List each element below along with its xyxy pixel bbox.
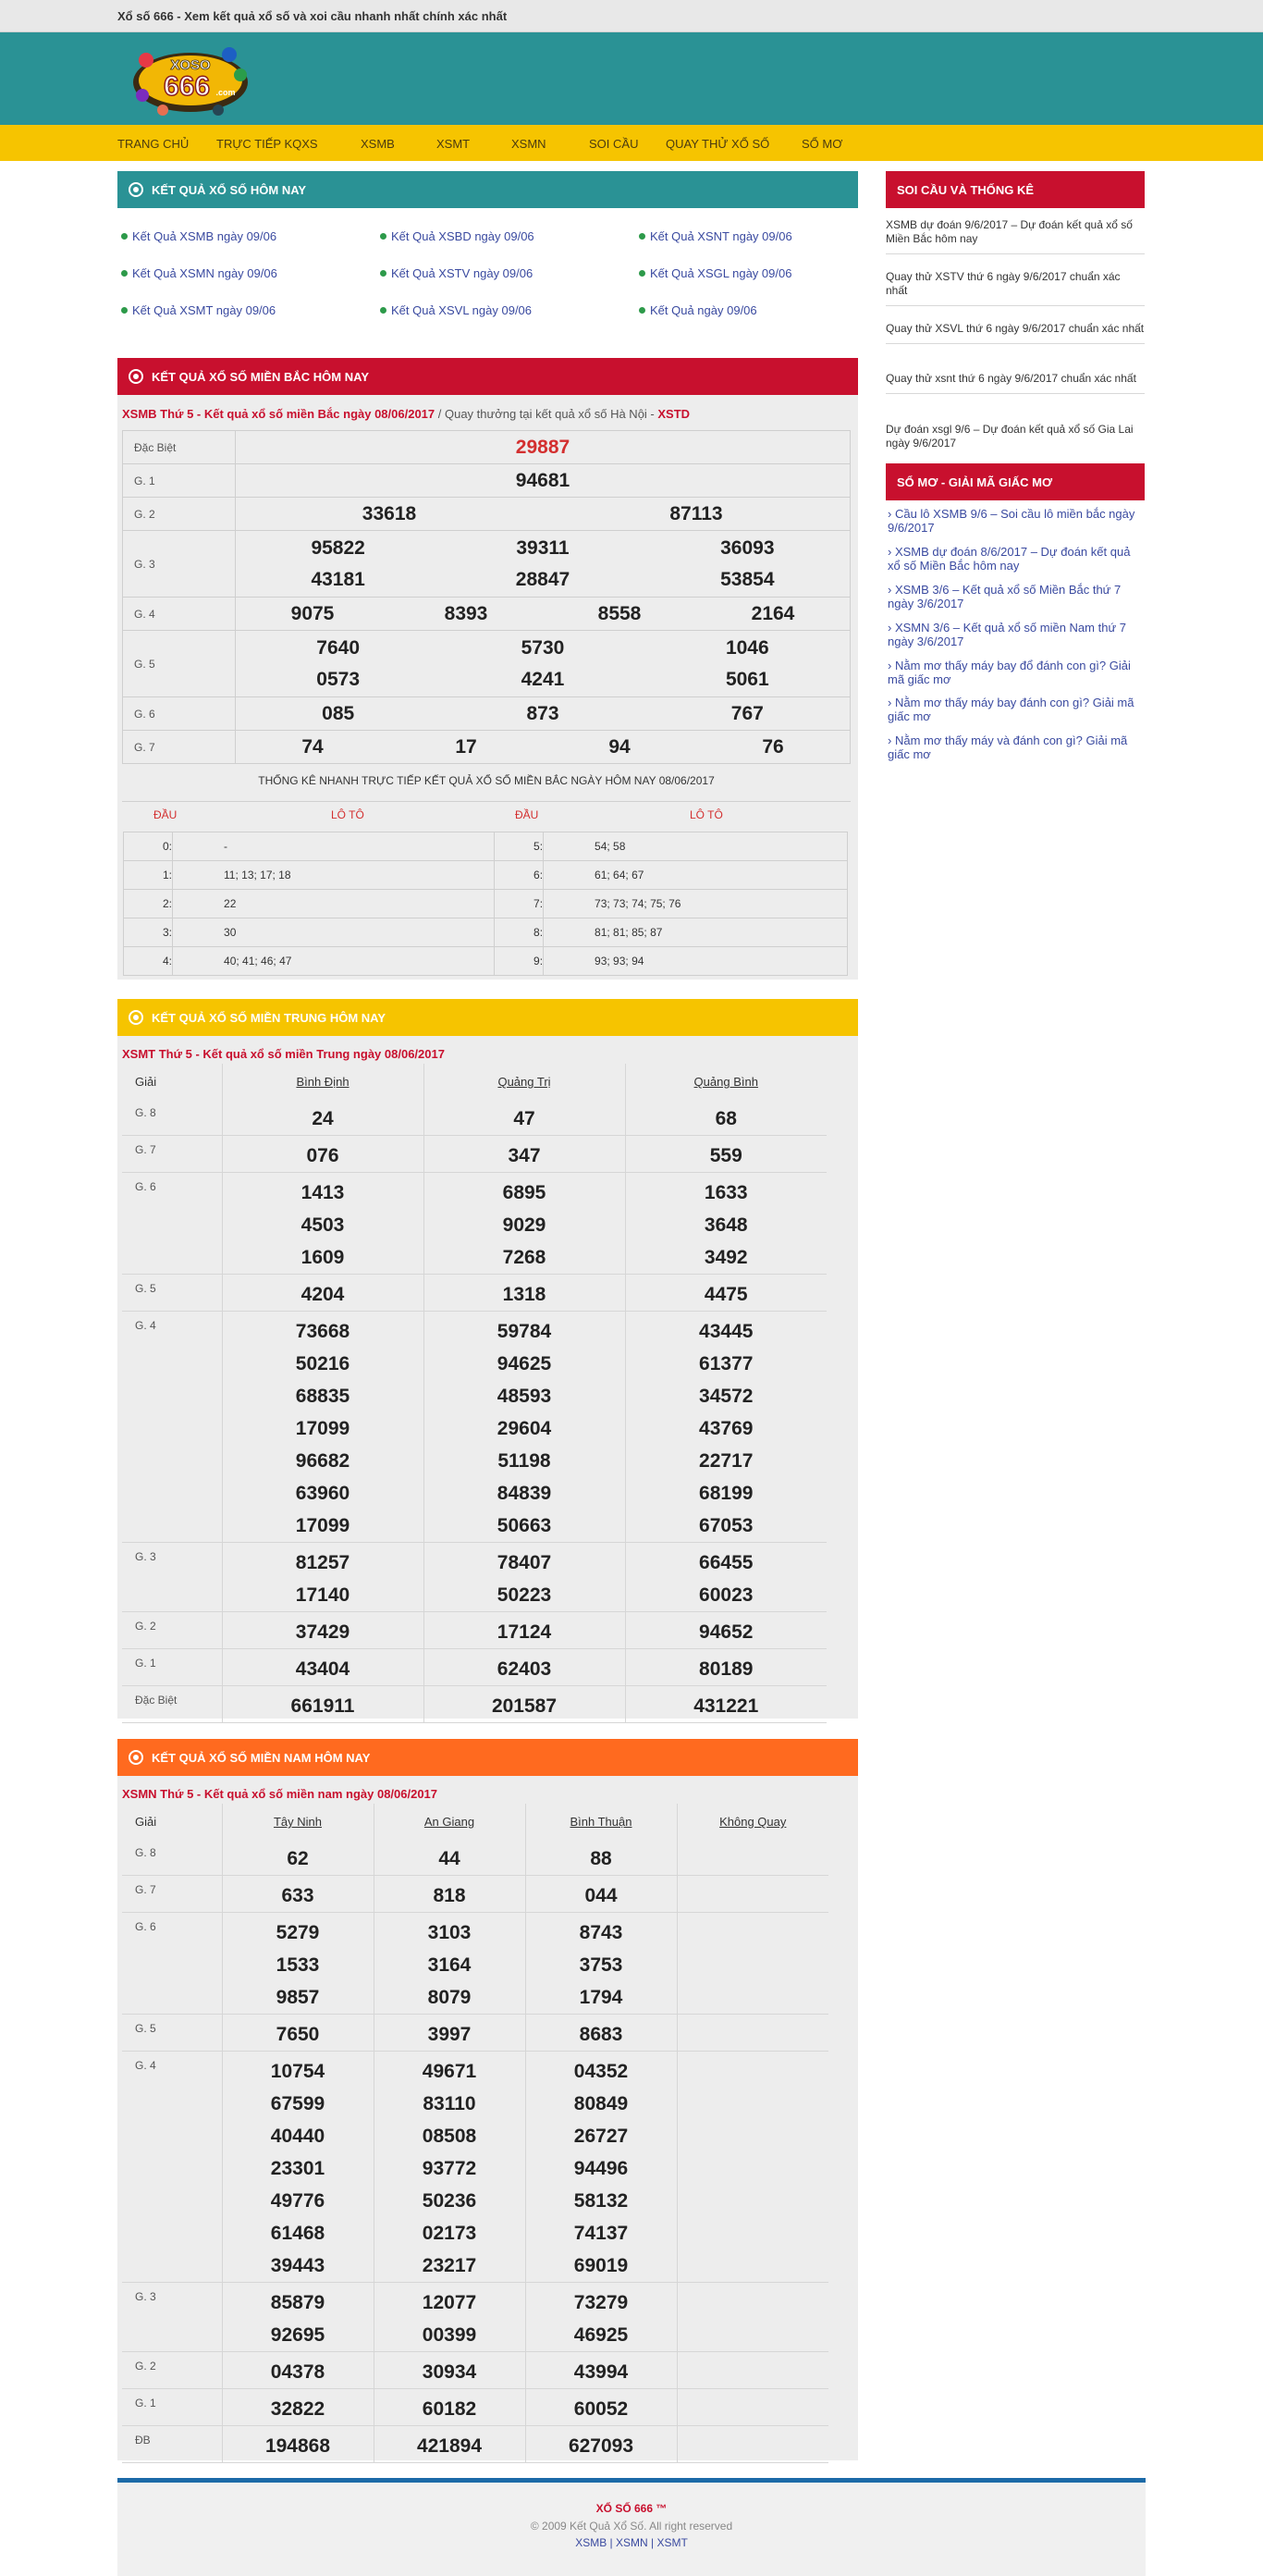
- refresh-icon: [129, 182, 143, 197]
- bullet-icon: [121, 270, 128, 277]
- mb-results-table: Đặc Biệt 29887 G. 1 94681 G. 2 33618 87113 G. 3 95822 39311 36093 43181 28847 53854 G. 4 9075 8393 8558 2164 G. 5 7640 5730 1046 0573 4241 5061 G. 6 085 873 767 G. 7 74 17 94 76: [122, 430, 851, 764]
- prize-number: 49776: [270, 2190, 325, 2212]
- loto-label: LÔ TÔ: [690, 808, 723, 821]
- prize-number: 9857: [276, 1987, 320, 2008]
- prize-number: 23301: [270, 2158, 325, 2179]
- mt-caption: XSMT Thứ 5 - Kết quả xổ số miền Trung ngày 08/06/2017: [122, 1047, 445, 1061]
- mn-results-table: [122, 1804, 828, 2463]
- prize-number: 49671: [422, 2061, 477, 2082]
- prize-number: 43769: [699, 1418, 754, 1439]
- today-link[interactable]: Kết Quả XSMN ngày 09/06: [121, 266, 277, 280]
- bullet-icon: [121, 233, 128, 240]
- prize-number: 94625: [497, 1353, 552, 1374]
- prize-label: G. 1: [122, 1649, 222, 1686]
- soicau-item[interactable]: Quay thử XSTV thứ 6 ngày 9/6/2017 chuẩn xác nhất: [886, 270, 1145, 306]
- prize-number: [678, 2018, 829, 2051]
- bullet-icon: [121, 307, 128, 314]
- prize-number: 44: [438, 1848, 460, 1869]
- nav-quaythu[interactable]: QUAY THỬ XỔ SỐ: [666, 137, 770, 151]
- mt-results-table: [122, 1064, 827, 1723]
- prize-number: 40440: [270, 2126, 325, 2147]
- prize-number: 1794: [579, 1987, 623, 2008]
- today-link[interactable]: Kết Quả XSTV ngày 09/06: [380, 266, 533, 280]
- special-prize-number: [678, 2430, 829, 2462]
- prize-number: 96682: [295, 1450, 350, 1472]
- site-logo[interactable]: [129, 42, 251, 117]
- prize-number: 84839: [497, 1483, 552, 1504]
- bullet-icon: [639, 270, 645, 277]
- prize-number: [678, 2393, 829, 2425]
- somo-item[interactable]: › Nằm mơ thấy máy bay đánh con gì? Giải mã giấc mơ: [888, 696, 1134, 723]
- prize-number: 6895: [502, 1182, 546, 1203]
- prize-number: 85879: [270, 2292, 325, 2313]
- prize-number: 8743: [579, 1922, 623, 1943]
- prize-number: 3164: [427, 1954, 472, 1976]
- prize-number: 559: [709, 1145, 742, 1166]
- chevron-right-icon: ›: [888, 733, 895, 747]
- prize-number: 39443: [270, 2255, 325, 2276]
- prize-number: 62403: [497, 1658, 552, 1680]
- bullet-icon: [639, 233, 645, 240]
- nav-live[interactable]: TRỰC TIẾP KQXS: [216, 137, 318, 151]
- prize-number: 9029: [502, 1214, 546, 1236]
- today-link[interactable]: Kết Quả XSGL ngày 09/06: [639, 266, 791, 280]
- special-prize-number: 194868: [264, 2435, 331, 2457]
- prize-number: 1533: [276, 1954, 320, 1976]
- mb-caption: XSMB Thứ 5 - Kết quả xổ số miền Bắc ngày 08/06/2017 / Quay thưởng tại kết quả xổ số Hà Nội - XSTD: [122, 407, 691, 421]
- prize-number: 4503: [300, 1214, 345, 1236]
- prize-number: 60182: [422, 2398, 477, 2420]
- nav-somo[interactable]: SỔ MƠ: [802, 137, 843, 151]
- prize-label: G. 6: [122, 1913, 222, 2015]
- prize-label: G. 5: [122, 2015, 222, 2052]
- prize-label: G. 2: [122, 2352, 222, 2389]
- prize-number: 62: [287, 1848, 309, 1869]
- refresh-icon: [129, 1010, 143, 1025]
- site-footer: XỔ SỐ 666 ™ © 2009 Kết Quả Xổ Số. All right reserved XSMB | XSMN | XSMT: [117, 2478, 1146, 2576]
- today-link[interactable]: Kết Quả XSNT ngày 09/06: [639, 229, 792, 243]
- prize-number: 61468: [270, 2223, 325, 2244]
- prize-label: G. 4: [122, 2052, 222, 2283]
- prize-number: 78407: [497, 1552, 552, 1573]
- dau-label: ĐẦU: [515, 808, 539, 821]
- prize-number: 08508: [422, 2126, 477, 2147]
- chevron-right-icon: ›: [888, 621, 895, 635]
- prize-number: 10754: [270, 2061, 325, 2082]
- prize-label: G. 1: [122, 2389, 222, 2426]
- prize-label: G. 7: [122, 1136, 222, 1173]
- prize-number: 17099: [295, 1418, 350, 1439]
- loto-label: LÔ TÔ: [331, 808, 364, 821]
- somo-item[interactable]: › XSMB 3/6 – Kết quả xổ số Miền Bắc thứ 7 ngày 3/6/2017: [888, 583, 1122, 610]
- mn-caption: XSMN Thứ 5 - Kết quả xổ số miền nam ngày 08/06/2017: [122, 1787, 438, 1801]
- soicau-item[interactable]: XSMB dự đoán 9/6/2017 – Dự đoán kết quả xổ số Miền Bắc hôm nay: [886, 218, 1145, 254]
- prize-label: G. 3: [122, 1543, 222, 1612]
- prize-label: G. 3: [122, 2283, 222, 2352]
- chevron-right-icon: ›: [888, 583, 895, 597]
- prize-number: 3103: [427, 1922, 472, 1943]
- prize-label: G. 8: [122, 1099, 222, 1136]
- mn-header: KẾT QUẢ XỔ SỐ MIỀN NAM HÔM NAY: [117, 1739, 858, 1776]
- somo-item[interactable]: › Cầu lô XSMB 9/6 – Soi cầu lô miền bắc ngày 9/6/2017: [888, 507, 1135, 535]
- prize-number: 7650: [276, 2024, 320, 2045]
- somo-item[interactable]: › Nằm mơ thấy máy và đánh con gì? Giải mã giấc mơ: [888, 733, 1128, 761]
- prize-number: 74137: [573, 2223, 629, 2244]
- today-header: KẾT QUẢ XỔ SỐ HÔM NAY: [117, 171, 858, 208]
- chevron-right-icon: ›: [888, 507, 895, 521]
- prize-number: 92695: [270, 2324, 325, 2346]
- province-header[interactable]: Bình Định: [222, 1064, 423, 1099]
- nav-home[interactable]: TRANG CHỦ: [117, 137, 190, 151]
- prize-number: 58132: [573, 2190, 629, 2212]
- prize-number: 50223: [497, 1584, 552, 1606]
- prize-number: 818: [433, 1885, 466, 1906]
- prize-number: 50236: [422, 2190, 477, 2212]
- soicau-item[interactable]: Quay thử XSVL thứ 6 ngày 9/6/2017 chuẩn xác nhất: [886, 322, 1145, 344]
- prize-number: 29604: [497, 1418, 552, 1439]
- province-header[interactable]: Tây Ninh: [222, 1804, 374, 1839]
- nav-xsmb[interactable]: XSMB: [361, 137, 395, 151]
- prize-number: 73279: [573, 2292, 629, 2313]
- refresh-icon: [129, 369, 143, 384]
- somo-item[interactable]: › Nằm mơ thấy máy bay đổ đánh con gì? Giải mã giấc mơ: [888, 659, 1131, 686]
- prize-number: 8079: [427, 1987, 472, 2008]
- prize-number: 59784: [497, 1321, 552, 1342]
- prize-label: Đặc Biệt: [122, 1686, 222, 1723]
- prize-label: G. 7: [122, 1876, 222, 1913]
- soicau-item[interactable]: Quay thử xsnt thứ 6 ngày 9/6/2017 chuẩn xác nhất: [886, 372, 1145, 394]
- prize-number: 88: [590, 1848, 612, 1869]
- giai-header: Giải: [135, 1075, 157, 1089]
- province-header[interactable]: Không Quay: [677, 1804, 828, 1839]
- prize-number: [678, 2055, 829, 2088]
- prize-number: 3492: [704, 1247, 748, 1268]
- prize-number: 347: [508, 1145, 541, 1166]
- prize-number: 32822: [270, 2398, 325, 2420]
- special-prize-number: 421894: [416, 2435, 483, 2457]
- loto-stat-table: 0: - 5: 54; 58 1: 11; 13; 17; 18 6: 61; 64; 67 2: 22 7: 73; 73; 74; 75; 76 3: 30 8: 81; 81; 85; 87 4: 40; 41; 46; 47 9: 93; 93; 94: [123, 832, 848, 976]
- prize-label: G. 2: [122, 1612, 222, 1649]
- prize-number: 23217: [422, 2255, 477, 2276]
- prize-number: 80189: [699, 1658, 754, 1680]
- chevron-right-icon: ›: [888, 696, 895, 709]
- mt-header: KẾT QUẢ XỔ SỐ MIỀN TRUNG HÔM NAY: [117, 999, 858, 1036]
- prize-number: 26727: [573, 2126, 629, 2147]
- prize-number: 43404: [295, 1658, 350, 1680]
- soicau-item[interactable]: Dự đoán xsgl 9/6 – Dự đoán kết quả xổ số Gia Lai ngày 9/6/2017: [886, 423, 1134, 450]
- prize-number: 34572: [699, 1386, 754, 1407]
- nav-soicau[interactable]: SOI CẦU: [589, 137, 639, 151]
- province-header[interactable]: An Giang: [374, 1804, 525, 1839]
- bullet-icon: [380, 307, 386, 314]
- prize-number: 48593: [497, 1386, 552, 1407]
- prize-number: 80849: [573, 2093, 629, 2114]
- prize-number: 83110: [423, 2093, 476, 2114]
- footer-link-xsmt[interactable]: XSMT: [656, 2536, 688, 2549]
- soicau-header: SOI CẦU VÀ THỐNG KÊ: [886, 171, 1145, 208]
- dau-label: ĐẦU: [153, 808, 178, 821]
- prize-number: [678, 2286, 829, 2319]
- prize-number: 66455: [699, 1552, 754, 1573]
- prize-number: 30934: [422, 2361, 477, 2383]
- mb-stat-title: THỐNG KÊ NHANH TRỰC TIẾP KẾT QUẢ XỔ SỐ MIỀN BẮC NGÀY HÔM NAY 08/06/2017: [258, 774, 715, 787]
- province-header[interactable]: Quảng Trị: [423, 1064, 625, 1099]
- bullet-icon: [380, 270, 386, 277]
- prize-number: 02173: [422, 2223, 477, 2244]
- prize-number: 4475: [704, 1284, 748, 1305]
- province-header[interactable]: Quảng Bình: [625, 1064, 827, 1099]
- special-prize-number: 201587: [491, 1695, 558, 1717]
- prize-number: 04352: [573, 2061, 629, 2082]
- prize-number: 37429: [295, 1621, 350, 1643]
- prize-number: 17099: [295, 1515, 350, 1536]
- prize-number: 8683: [579, 2024, 623, 2045]
- prize-number: 50663: [497, 1515, 552, 1536]
- bullet-icon: [639, 307, 645, 314]
- prize-number: 1413: [300, 1182, 345, 1203]
- prize-number: 46925: [573, 2324, 629, 2346]
- prize-number: 1633: [704, 1182, 748, 1203]
- special-prize-number: 431221: [693, 1695, 759, 1717]
- prize-number: 93772: [422, 2158, 477, 2179]
- prize-number: 04378: [270, 2361, 325, 2383]
- prize-number: 1318: [502, 1284, 546, 1305]
- prize-number: 633: [281, 1885, 314, 1906]
- today-link[interactable]: Kết Quả XSBD ngày 09/06: [380, 229, 534, 243]
- mb-header: KẾT QUẢ XỔ SỐ MIỀN BẮC HÔM NAY: [117, 358, 858, 395]
- prize-number: 73668: [295, 1321, 350, 1342]
- footer-link-xsmb[interactable]: XSMB: [575, 2536, 607, 2549]
- today-link[interactable]: Kết Quả ngày 09/06: [639, 303, 757, 317]
- prize-number: 60023: [699, 1584, 754, 1606]
- prize-number: 17124: [497, 1621, 552, 1643]
- svg-text:666: 666: [163, 71, 211, 102]
- site-tagline: Xổ số 666 - Xem kết quả xổ số và xoi cầu nhanh nhất chính xác nhất: [117, 9, 508, 23]
- prize-number: 3997: [427, 2024, 472, 2045]
- somo-item[interactable]: › XSMB dự đoán 8/6/2017 – Dự đoán kết quả xổ số Miền Bắc hôm nay: [888, 545, 1131, 573]
- prize-number: 47: [513, 1108, 535, 1129]
- special-prize-number: 661911: [290, 1695, 355, 1717]
- prize-number: [678, 2356, 829, 2388]
- prize-number: 12077: [422, 2292, 477, 2313]
- prize-number: 43994: [573, 2361, 629, 2383]
- prize-number: 43445: [699, 1321, 754, 1342]
- prize-label: G. 6: [122, 1173, 222, 1275]
- nav-xsmn[interactable]: XSMN: [511, 137, 546, 151]
- footer-copyright: © 2009 Kết Quả Xổ Số. All right reserved: [530, 2520, 733, 2533]
- prize-number: 1609: [300, 1247, 345, 1268]
- footer-brand: XỔ SỐ 666 ™: [595, 2502, 668, 2515]
- somo-item[interactable]: › XSMN 3/6 – Kết quả xổ số miền Nam thứ 7 ngày 3/6/2017: [888, 621, 1126, 648]
- prize-number: 51198: [497, 1450, 551, 1472]
- chevron-right-icon: ›: [888, 659, 895, 672]
- prize-label: G. 5: [122, 1275, 222, 1312]
- svg-text:XOSO: XOSO: [170, 57, 211, 73]
- prize-number: 81257: [295, 1552, 350, 1573]
- prize-number: [678, 1917, 829, 1949]
- prize-number: 5279: [276, 1922, 320, 1943]
- prize-number: 63960: [295, 1483, 350, 1504]
- prize-number: 044: [584, 1885, 618, 1906]
- prize-number: [678, 1843, 829, 1875]
- prize-number: 69019: [573, 2255, 629, 2276]
- prize-number: 4204: [300, 1284, 345, 1305]
- divider: [122, 801, 851, 802]
- prize-number: 7268: [502, 1247, 546, 1268]
- prize-number: 94496: [573, 2158, 629, 2179]
- prize-number: 61377: [699, 1353, 754, 1374]
- prize-number: 3753: [579, 1954, 623, 1976]
- prize-label: ĐB: [122, 2426, 222, 2463]
- today-link[interactable]: Kết Quả XSMB ngày 09/06: [121, 229, 276, 243]
- prize-number: [678, 1880, 829, 1912]
- prize-number: 3648: [704, 1214, 748, 1236]
- prize-number: 22717: [699, 1450, 754, 1472]
- prize-number: 68: [715, 1108, 737, 1129]
- prize-label: G. 8: [122, 1839, 222, 1876]
- top-bar: [0, 0, 1263, 32]
- today-link[interactable]: Kết Quả XSMT ngày 09/06: [121, 303, 276, 317]
- prize-number: 24: [312, 1108, 334, 1129]
- somo-header: SỔ MƠ - GIẢI MÃ GIẤC MƠ: [886, 463, 1145, 500]
- site-header: [0, 32, 1263, 125]
- prize-number: 68199: [699, 1483, 754, 1504]
- province-header[interactable]: Bình Thuận: [525, 1804, 677, 1839]
- prize-number: 076: [306, 1145, 339, 1166]
- mb-special-prize: 29887: [515, 436, 570, 458]
- nav-xsmt[interactable]: XSMT: [436, 137, 471, 151]
- prize-number: 67599: [270, 2093, 325, 2114]
- footer-link-xsmn[interactable]: XSMN: [616, 2536, 648, 2549]
- today-link[interactable]: Kết Quả XSVL ngày 09/06: [380, 303, 532, 317]
- bullet-icon: [380, 233, 386, 240]
- svg-text:.com: .com: [215, 88, 236, 97]
- special-prize-number: 627093: [568, 2435, 634, 2457]
- main-nav: [0, 125, 1263, 161]
- prize-number: 50216: [295, 1353, 350, 1374]
- prize-number: 17140: [295, 1584, 350, 1606]
- prize-label: G. 4: [122, 1312, 222, 1543]
- prize-number: 00399: [422, 2324, 477, 2346]
- refresh-icon: [129, 1750, 143, 1765]
- prize-number: 94652: [699, 1621, 754, 1643]
- giai-header: Giải: [135, 1815, 157, 1829]
- prize-number: 60052: [573, 2398, 629, 2420]
- prize-number: 68835: [295, 1386, 350, 1407]
- prize-number: 67053: [699, 1515, 754, 1536]
- chevron-right-icon: ›: [888, 545, 895, 559]
